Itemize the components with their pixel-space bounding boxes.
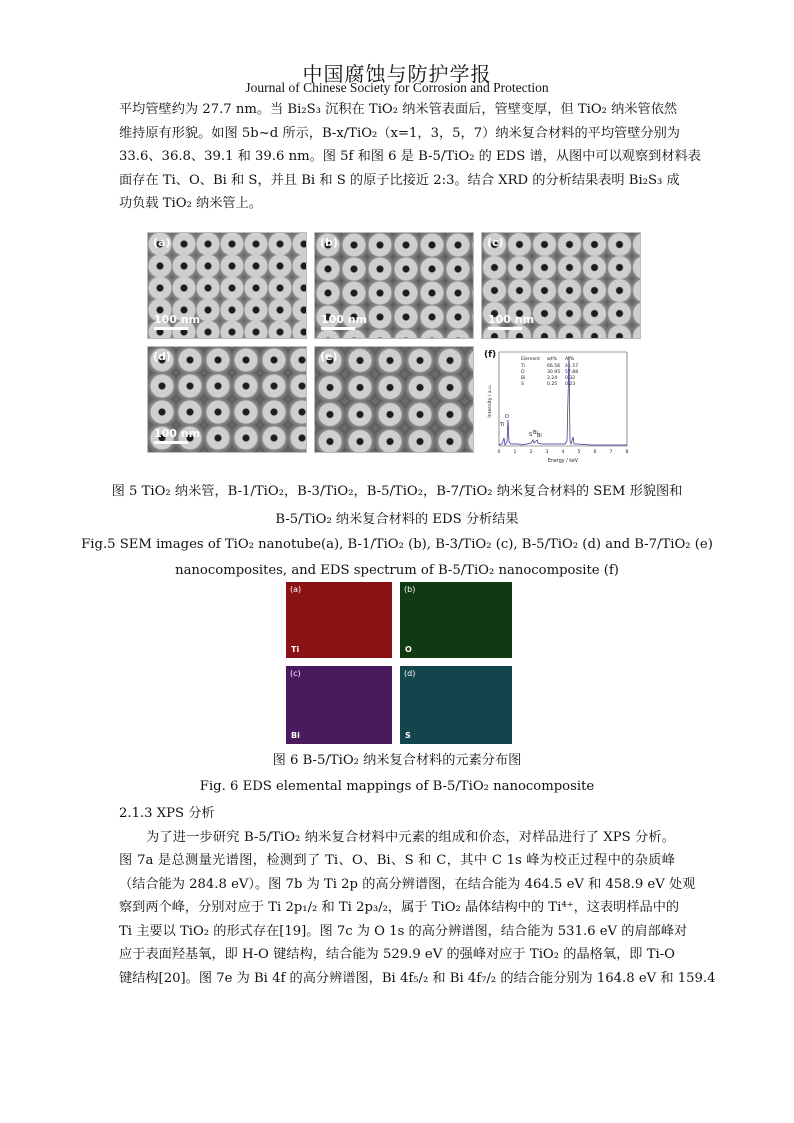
scale-bar: 100 nm [488, 313, 534, 330]
scale-bar: 100 nm [154, 313, 200, 330]
peak-label: S [529, 432, 533, 438]
table-cell: 2.24 [547, 376, 558, 381]
table-header: wt% [547, 357, 557, 362]
svg-text:8: 8 [625, 450, 629, 455]
table-cell: 0.25 [547, 382, 558, 387]
text-line: 维持原有形貌。如图 5b~d 所示，B-x/TiO₂（x=1，3，5，7）纳米复合材料的平均管壁分别为 [119, 125, 680, 141]
peak-label: Ti [500, 422, 505, 428]
spectrum-line [499, 356, 627, 445]
element-label: O [405, 645, 412, 654]
table-header: At% [565, 357, 575, 362]
table-cell: 30.95 [547, 370, 561, 375]
element-label: S [405, 731, 411, 740]
svg-text:0: 0 [497, 450, 501, 455]
panel-label: (e) [320, 350, 338, 363]
table-cell: O [521, 370, 525, 375]
text-line: 面存在 Ti、O、Bi 和 S，并且 Bi 和 S 的原子比接近 2:3。结合 XRD 的分析结果表明 Bi₂S₃ 成 [119, 172, 680, 188]
map-bi [286, 666, 392, 744]
map-ti [286, 582, 392, 658]
table-cell: 0.23 [565, 382, 576, 387]
sem-image-d [147, 346, 307, 453]
svg-text:6: 6 [593, 450, 597, 455]
peak-label: Bi [533, 430, 538, 436]
panel-label: (c) [290, 669, 301, 678]
element-label: Ti [291, 645, 300, 654]
journal-title-en: Journal of Chinese Society for Corrosion and Protection [245, 80, 549, 95]
y-axis-label: Intensity / a.u. [488, 384, 493, 418]
eds-spectrum-panel [481, 346, 641, 470]
svg-text:4: 4 [561, 450, 565, 455]
table-cell: 57.88 [565, 370, 579, 375]
panel-label: (c) [487, 236, 504, 249]
sem-image-b [314, 232, 474, 339]
panel-label: (b) [404, 585, 416, 594]
table-cell: 41.57 [565, 364, 579, 369]
figure-5-caption [0, 480, 794, 582]
panel-label: (d) [404, 669, 416, 678]
caption-en: Fig.5 SEM images of TiO₂ nanotube(a), B-1/TiO₂ (b), B-3/TiO₂ (c), B-5/TiO₂ (d) and B-7/TiO₂ (e) [81, 537, 713, 552]
element-label: Bi [291, 731, 300, 740]
text-line: 应于表面羟基氧，即 H-O 键结构，结合能为 529.9 eV 的强峰对应于 TiO₂ 的晶格氧，即 Ti-O [119, 947, 675, 962]
caption-en: nanocomposites, and EDS spectrum of B-5/TiO₂ nanocomposite (f) [175, 562, 619, 578]
sem-image-c [481, 232, 641, 339]
text-line: 33.6、36.8、39.1 和 39.6 nm。图 5f 和图 6 是 B-5/TiO₂ 的 EDS 谱，从图中可以观察到材料表 [119, 149, 701, 164]
figure-6-caption [0, 749, 794, 798]
intro-paragraph [119, 98, 701, 216]
caption-cn: B-5/TiO₂ 纳米复合材料的 EDS 分析结果 [275, 511, 519, 527]
text-line: 图 7a 是总测量光谱图，检测到了 Ti、O、Bi、S 和 C，其中 C 1s 峰为校正过程中的杂质峰 [119, 853, 675, 868]
table-header: Element [521, 357, 541, 362]
svg-text:5: 5 [577, 450, 581, 455]
text-line: 察到两个峰，分别对应于 Ti 2p₁/₂ 和 Ti 2p₃/₂，属于 TiO₂ 晶体结构中的 Ti⁴⁺，这表明样品中的 [119, 900, 680, 915]
x-axis-label: Energy / keV [547, 459, 579, 464]
caption-cn: 图 5 TiO₂ 纳米管，B-1/TiO₂，B-3/TiO₂，B-5/TiO₂，B-7/TiO₂ 纳米复合材料的 SEM 形貌图和 [111, 484, 683, 499]
panel-label: (d) [153, 350, 171, 363]
sem-image-e [314, 346, 474, 453]
caption-cn: 图 6 B-5/TiO₂ 纳米复合材料的元素分布图 [272, 753, 522, 768]
svg-text:7: 7 [609, 450, 613, 455]
map-s [400, 666, 512, 744]
svg-text:1: 1 [513, 450, 517, 455]
section-heading: 2.1.3 XPS 分析 [119, 806, 215, 821]
panel-label: (a) [153, 236, 171, 249]
sem-image-a [147, 232, 307, 339]
panel-label: (a) [290, 585, 302, 594]
table-cell: Bi [521, 376, 526, 381]
map-o [400, 582, 512, 658]
panel-label: (b) [320, 236, 338, 249]
x-tick-labels [498, 449, 629, 455]
journal-title-cn: 中国腐蚀与防护学报 [302, 62, 492, 86]
text-line: （结合能为 284.8 eV）。图 7b 为 Ti 2p 的高分辨谱图，在结合能为 464.5 eV 和 458.9 eV 处观 [119, 876, 696, 892]
peak-label: O [505, 414, 509, 420]
table-cell: 66.56 [547, 364, 561, 369]
peak-label: Bi [537, 433, 542, 439]
scale-bar: 100 nm [321, 313, 367, 330]
table-cell: Ti [521, 364, 525, 369]
svg-text:2: 2 [529, 450, 533, 455]
table-cell: 0.32 [565, 376, 576, 381]
text-line: Ti 主要以 TiO₂ 的形式存在[19]。图 7c 为 O 1s 的高分辨谱图，结合能为 531.6 eV 的肩部峰对 [119, 923, 688, 939]
section-xps [119, 802, 716, 990]
panel-label: (f) [484, 350, 497, 360]
text-line: 功负载 TiO₂ 纳米管上。 [119, 196, 262, 211]
scale-bar: 100 nm [154, 427, 200, 444]
svg-text:3: 3 [545, 450, 549, 455]
text-line: 平均管壁约为 27.7 nm。当 Bi₂S₃ 沉积在 TiO₂ 纳米管表面后，管壁变厚，但 TiO₂ 纳米管依然 [119, 102, 678, 117]
text-line: 键结构[20]。图 7e 为 Bi 4f 的高分辨谱图，Bi 4f₅/₂ 和 Bi 4f₇/₂ 的结合能分别为 164.8 eV 和 159.4 [119, 970, 716, 986]
text-line: 为了进一步研究 B-5/TiO₂ 纳米复合材料中元素的组成和价态，对样品进行了 XPS 分析。 [146, 829, 675, 845]
caption-en: Fig. 6 EDS elemental mappings of B-5/TiO₂ nanocomposite [199, 778, 595, 794]
table-cell: S [521, 382, 524, 387]
